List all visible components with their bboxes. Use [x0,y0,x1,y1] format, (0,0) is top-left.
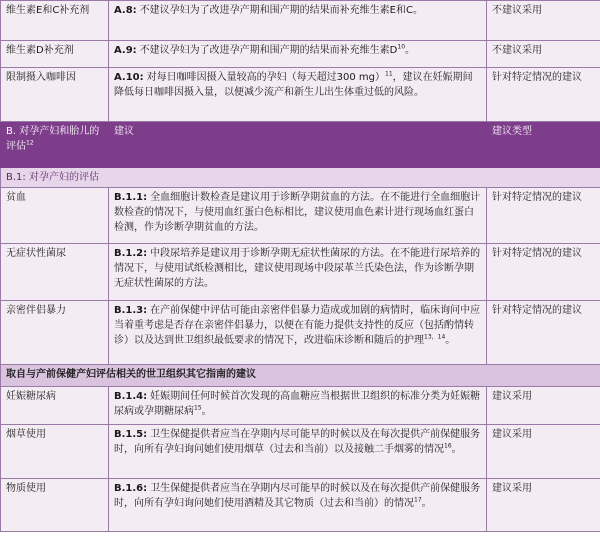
subsection-heading-row [1,168,600,188]
recommendation-cell [109,244,487,301]
topic-cell: 限制摄入咖啡因 [1,68,109,122]
recommendation-type-cell: 针对特定情况的建议 [487,68,600,122]
recommendation-code: B.1.6: [114,483,148,494]
recommendation-code: B.1.4: [114,391,148,402]
column-header-type: 建议类型 [487,122,600,168]
footnote-ref: 15 [194,404,202,412]
recommendation-type-cell: 不建议采用 [487,1,600,41]
topic-cell: 无症状性菌尿 [1,244,109,301]
recommendation-text: 卫生保健提供者应当在孕期内尽可能早的时候以及在每次提供产前保健服务时，向所有孕妇询问她们使用酒精及其它物质（过去和当前）的情况 [114,483,481,509]
recommendation-code: A.9: [114,45,137,56]
table-row [1,301,600,365]
recommendation-cell [109,301,487,365]
topic-cell: 维生素E和C补充剂 [1,1,109,41]
recommendation-code: B.1.5: [114,429,148,440]
recommendation-type-cell: 不建议采用 [487,41,600,68]
recommendation-cell [109,425,487,479]
recommendation-type-cell: 针对特定情况的建议 [487,244,600,301]
table-row [1,425,600,479]
footnote-ref: 17 [414,496,422,504]
recommendation-text: 妊娠期间任何时候首次发现的高血糖应当根据世卫组织的标准分类为妊娠糖尿病或孕期糖尿病 [114,391,481,417]
recommendation-cell [109,68,487,122]
recommendation-text: 不建议孕妇为了改进孕产期和围产期的结果而补充维生素E和C。 [139,5,423,16]
table-row [1,1,600,41]
recommendation-text-end: ，建议在妊娠期间降低每日咖啡因摄入量，以便减少流产和新生儿出生体重过低的风险。 [114,72,473,98]
footnote-ref: 13，14 [424,333,446,341]
topic-cell: 妊娠糖尿病 [1,387,109,425]
table-row [1,68,600,122]
section-header-title: B. 对孕产妇和胎儿的评估$^{12}$ [1,122,109,168]
recommendation-text: 中段尿培养是建议用于诊断孕期无症状性菌尿的方法。在不能进行尿培养的情况下，与使用试纸检测相比，建议使用现场中段尿革兰氏染色法，作为诊断孕期无症状性菌尿的方法。 [114,248,481,289]
recommendation-text: 卫生保健提供者应当在孕期内尽可能早的时候以及在每次提供产前保健服务时，向所有孕妇询问她们使用烟草（过去和当前）以及接触二手烟雾的情况 [114,429,481,455]
section-header-row [1,122,600,168]
recommendation-text-end: 。 [421,498,432,509]
recommendation-code: A.10: [114,72,144,83]
recommendation-code: B.1.3: [114,305,148,316]
recommendation-type-cell: 建议采用 [487,425,600,479]
recommendation-cell [109,387,487,425]
group-note: 取自与产前保健产妇评估相关的世卫组织其它指南的建议 [1,365,600,387]
recommendation-cell [109,479,487,532]
topic-cell: 贫血 [1,188,109,244]
group-note-row [1,365,600,387]
recommendation-code: A.8: [114,5,137,16]
recommendation-type-cell: 针对特定情况的建议 [487,188,600,244]
recommendation-text-end: 。 [451,444,462,455]
recommendation-type-cell: 建议采用 [487,387,600,425]
column-header-recommendation: 建议 [109,122,487,168]
recommendation-text: 全血细胞计数检查是建议用于诊断孕期贫血的方法。在不能进行全血细胞计数检查的情况下，与使用血红蛋白色标相比，建议使用血色素计进行现场血红蛋白检测，作为诊断孕期贫血的方法。 [114,192,481,233]
recommendation-text: 在产前保健中评估可能由亲密伴侣暴力造成或加剧的病情时，临床询问中应当着重考虑是否存在亲密伴侣暴力，以便在有能力提供支持性的反应（包括酌情转诊）以及达到世卫组织最低要求的情况下，改进临床诊断和随后的护理 [114,305,481,346]
recommendation-text: 对每日咖啡因摄入量较高的孕妇（每天超过300 mg） [146,72,385,83]
footnote-ref: 12 [26,139,34,147]
table-row [1,479,600,532]
table-row [1,387,600,425]
topic-cell: 维生素D补充剂 [1,41,109,68]
recommendation-code: B.1.1: [114,192,148,203]
footnote-ref: 10 [397,43,406,51]
table-row [1,244,600,301]
topic-cell: 亲密伴侣暴力 [1,301,109,365]
recommendation-code: B.1.2: [114,248,148,259]
recommendation-cell [109,1,487,41]
recommendation-text-end: 。 [201,406,212,417]
topic-cell: 物质使用 [1,479,109,532]
recommendation-type-cell: 建议采用 [487,479,600,532]
recommendation-cell [109,188,487,244]
topic-cell: 烟草使用 [1,425,109,479]
recommendation-text: 不建议孕妇为了改进孕产期和围产期的结果而补充维生素D [139,45,398,56]
recommendation-text-end: 。 [445,335,456,346]
footnote-ref: 16 [444,442,452,450]
footnote-ref: 11 [385,70,393,78]
subsection-heading: B.1: 对孕产妇的评估 [1,168,600,188]
recommendation-text-end: 。 [405,45,416,56]
table-row [1,188,600,244]
recommendation-cell [109,41,487,68]
recommendation-type-cell: 针对特定情况的建议 [487,301,600,365]
table-row [1,41,600,68]
